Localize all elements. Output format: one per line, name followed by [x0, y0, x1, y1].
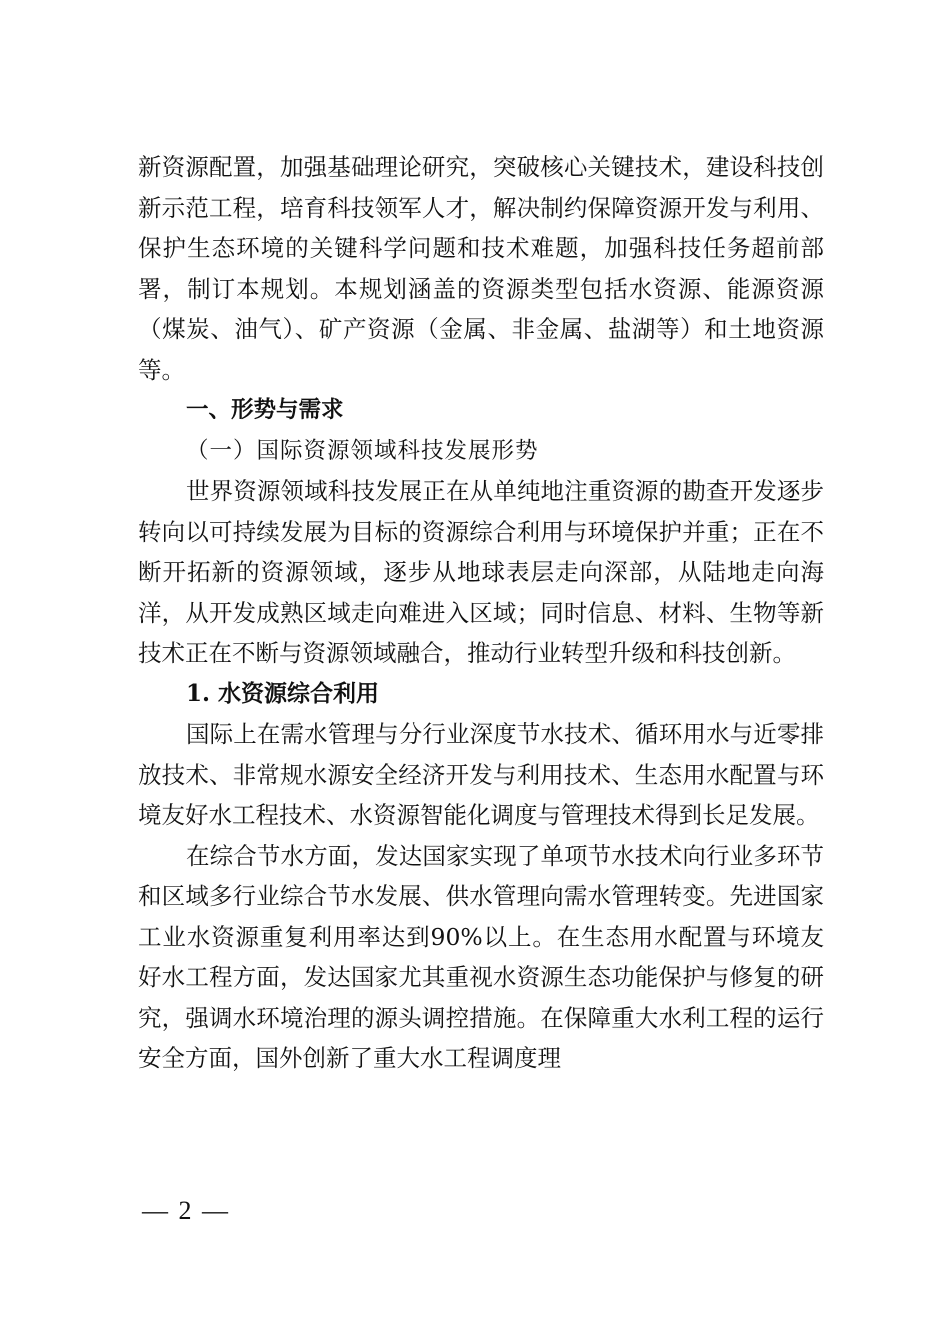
subsection-heading: （一）国际资源领域科技发展形势: [186, 437, 539, 464]
document-page: [138, 147, 824, 1079]
paragraph-water-saving: 在综合节水方面，发达国家实现了单项节水技术向行业多环节和区域多行业综合节水发展、供水管理向需水管理转变。先进国家工业水资源重复利用率达到90%以上。在生态用水配置与环境友好水工程方面，发达国家尤其重视水资源生态功能保护与修复的研究，强调水环境治理的源头调控措施。在保障重大水利工程的运行安全方面，国外创新了重大水工程调度理: [138, 841, 824, 1072]
paragraph-intro-continued: 新资源配置，加强基础理论研究，突破核心关键技术，建设科技创新示范工程，培育科技领军人才，解决制约保障资源开发与利用、保护生态环境的关键科学问题和技术难题，加强科技任务超前部署，制订本规划。本规划涵盖的资源类型包括水资源、能源资源（煤炭、油气）、矿产资源（金属、非金属、盐湖等）和土地资源等。: [138, 153, 824, 384]
page-number: — 2 —: [142, 1196, 230, 1225]
paragraph-international-trend: 世界资源领域科技发展正在从单纯地注重资源的勘查开发逐步转向以可持续发展为目标的资源综合利用与环境保护并重；正在不断开拓新的资源领域，逐步从地球表层走向深部，从陆地走向海洋，从开发成熟区域走向难进入区域；同时信息、材料、生物等新技术正在不断与资源领域融合，推动行业转型升级和科技创新。: [138, 477, 824, 667]
section-heading: 一、形势与需求: [186, 397, 344, 423]
paragraph-water-overview: 国际上在需水管理与分行业深度节水技术、循环用水与近零排放技术、非常规水源安全经济开发与利用技术、生态用水配置与环境友好水工程技术、水资源智能化调度与管理技术得到长足发展。: [138, 720, 824, 829]
topic-heading-water: 1. 水资源综合利用: [186, 679, 380, 707]
